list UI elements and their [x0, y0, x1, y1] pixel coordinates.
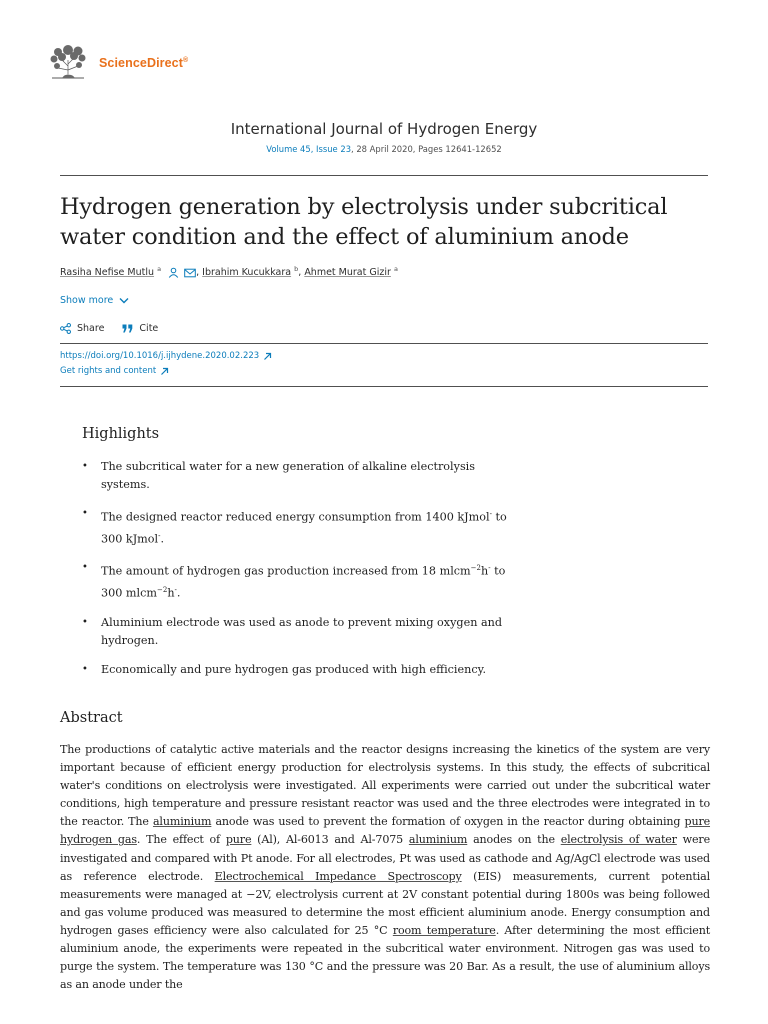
article-actions — [60, 323, 176, 334]
author-affiliation: a — [393, 265, 398, 273]
cite-label: Cite — [139, 323, 159, 334]
doi-text: https://doi.org/10.1016/j.ijhydene.2020.02.223 — [60, 351, 260, 361]
topic-link[interactable]: room temperature — [392, 923, 496, 937]
list-item: • The amount of hydrogen gas production increased from 18 mlcm$^{-2}$h- to 300 mlcm$^{-2}$h-. — [82, 559, 522, 602]
share-button[interactable] — [60, 323, 104, 334]
author-profile-icon[interactable] — [168, 267, 179, 278]
show-more-button[interactable] — [60, 295, 129, 306]
topic-link[interactable]: hydrogen gas — [60, 833, 137, 847]
title-line-2: water condition and the effect of aluminium anode — [60, 224, 629, 250]
volume-issue-link[interactable]: Volume 45, Issue 23 — [266, 144, 352, 154]
rights-link[interactable] — [60, 366, 169, 376]
list-item: • Economically and pure hydrogen gas produced with high efficiency. — [82, 661, 522, 679]
list-item: • The designed reactor reduced energy consumption from 1400 kJmol- to 300 kJmol-. — [82, 505, 522, 548]
volume-details: , 28 April 2020, Pages 12641-12652 — [351, 144, 502, 154]
share-label: Share — [77, 323, 105, 334]
abstract-heading: Abstract — [60, 710, 123, 726]
highlights-heading: Highlights — [82, 426, 160, 442]
topic-link[interactable]: aluminium — [152, 815, 212, 829]
elsevier-tree-logo[interactable] — [48, 44, 88, 80]
quote-icon — [122, 324, 133, 333]
author-separator: , — [196, 267, 200, 279]
divider — [60, 343, 708, 344]
external-link-icon — [263, 352, 272, 361]
doi-link[interactable] — [60, 351, 272, 361]
rights-text: Get rights and content — [60, 366, 157, 376]
article-title — [60, 192, 720, 252]
list-item: • Aluminium electrode was used as anode to prevent mixing oxygen and hydrogen. — [82, 614, 522, 650]
email-icon[interactable] — [184, 268, 196, 278]
author-link[interactable]: Ibrahim Kucukkara — [202, 267, 292, 279]
author-affiliation: a — [157, 265, 162, 273]
topic-link[interactable]: pure — [684, 815, 711, 829]
highlights-list — [82, 458, 522, 690]
author-affiliation: b — [294, 265, 299, 273]
author-separator: , — [298, 267, 302, 279]
share-icon — [60, 323, 71, 334]
author-link[interactable]: Ahmet Murat Gizir — [304, 267, 391, 279]
external-link-icon — [160, 367, 169, 376]
title-line-1: Hydrogen generation by electrolysis under subcritical — [60, 194, 668, 220]
abstract-text: The productions of catalytic active materials and the reactor designs increasing the kinetics of the system are very important because of efficient energy production for electrolysis systems. In this study, the effects of subcritical water's conditions on electrolysis were investigated. All experiments were carried out under the subcritical water conditions, high temperature and pressure resistant reactor was used and the three electrodes were integrated in to the reactor. The aluminium anode was used to prevent the formation of oxygen in the reactor during obtaining pure hydrogen gas. The effect of pure (Al), Al-6013 and Al-7075 aluminium anodes on the electrolysis of water were investigated and compared with Pt anode. For all electrodes, Pt was used as cathode and Ag/AgCl electrode was used as reference electrode. Electrochemical Impedance Spectroscopy (EIS) measurements, current potential measurements were managed at −2V, electrolysis current at 2V constant potential during 1800s was being followed and gas volume produced was measured to determine the most efficient aluminium anode. Energy consumption and hydrogen gases efficiency were also calculated for 25 °C room temperature. After determining the most efficient aluminium anode, the experiments were repeated in the subcritical water environment. Nitrogen gas was used to purge the system. The temperature was 130 °C and the pressure was 20 Bar. As a result, the use of aluminium alloys as an anode under the — [60, 743, 711, 992]
cite-button[interactable] — [122, 323, 158, 334]
author-list — [60, 265, 398, 278]
author-link[interactable]: Rasiha Nefise Mutlu — [60, 267, 155, 279]
chevron-down-icon — [119, 297, 129, 304]
topic-link[interactable]: aluminium — [408, 833, 468, 847]
volume-line — [0, 144, 768, 154]
topic-link[interactable]: Electrochemical Impedance Spectroscopy — [214, 869, 462, 883]
topic-link[interactable]: electrolysis of water — [560, 833, 677, 847]
divider — [60, 386, 708, 387]
show-more-label: Show more — [60, 295, 114, 306]
list-item: • The subcritical water for a new generation of alkaline electrolysis systems. — [82, 458, 522, 494]
sciencedirect-brand[interactable]: ScienceDirect® — [99, 56, 189, 70]
journal-title[interactable]: International Journal of Hydrogen Energy — [230, 120, 538, 138]
divider — [60, 175, 708, 176]
topic-link[interactable]: pure — [225, 833, 252, 847]
